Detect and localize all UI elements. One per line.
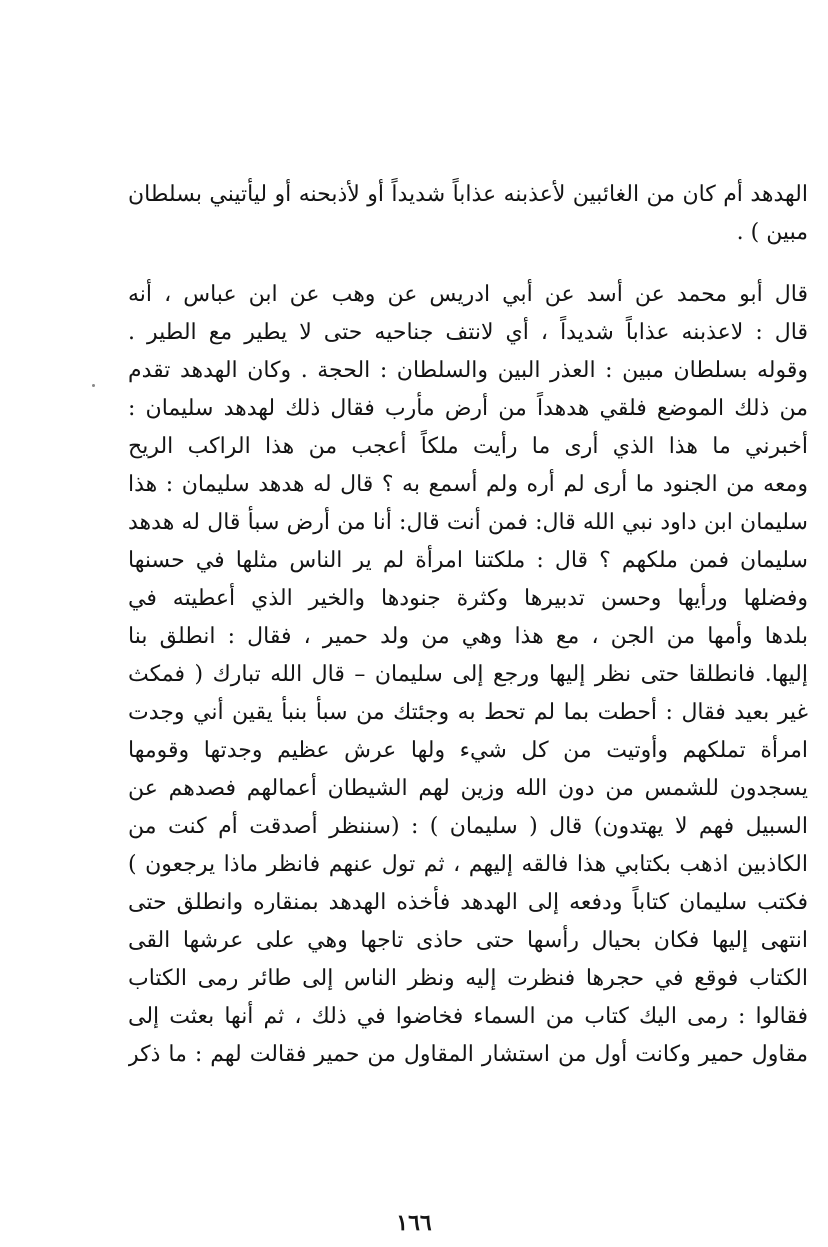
text-line: قال أبو محمد عن أسد عن أبي ادريس عن وهب عن ابن عباس ، أنه (128, 282, 808, 307)
text-line: وقوله بسلطان مبين : العذر البين والسلطان : الحجة . وكان الهدهد تقدم (128, 358, 808, 383)
text-line: الكاذبين اذهب بكتابي هذا فالقه إليهم ، ثم تول عنهم فانظر ماذا يرجعون ) (128, 852, 808, 877)
paragraph-2 (128, 276, 808, 1074)
text-line: أخبرني ما هذا الذي أرى ما رأيت ملكاً أعجب من هذا الراكب الريح (128, 434, 808, 459)
page-number: ١٦٦ (396, 1210, 432, 1236)
text-line: الكتاب فوقع في حجرها فنظرت إليه ونظر الناس إلى طائر رمى الكتاب (128, 966, 808, 991)
text-line: إليها. فانطلقا حتى نظر إليها ورجع إلى سليمان – قال الله تبارك ( فمكث (128, 662, 808, 687)
text-line: الهدهد أم كان من الغائبين لأعذبنه عذاباً شديداً أو لأذبحنه أو ليأتيني بسلطان (128, 182, 808, 207)
body-text (128, 176, 808, 1074)
text-line: غير بعيد فقال : أحطت بما لم تحط به وجئتك من سبأ بنبأ يقين أني وجدت (128, 700, 808, 725)
text-line: فكتب سليمان كتاباً ودفعه إلى الهدهد فأخذه الهدهد بمنقاره وانطلق حتى (128, 890, 808, 915)
text-line: من ذلك الموضع فلقي هدهداً من أرض مأرب فقال ذلك لهدهد سليمان : (128, 396, 808, 421)
text-line: وفضلها ورأيها وحسن تدبيرها وكثرة جنودها والخير الذي أعطيته في (128, 586, 808, 611)
text-line: سليمان فمن ملكهم ؟ قال : ملكتنا امرأة لم ير الناس مثلها في حسنها (128, 548, 808, 573)
text-line: امرأة تملكهم وأوتيت من كل شيء ولها عرش عظيم وجدتها وقومها (128, 738, 808, 763)
text-line: مبين ) . (736, 220, 808, 245)
text-line: فقالوا : رمى اليك كتاب من السماء فخاضوا في ذلك ، ثم أنها بعثت إلى (128, 1004, 808, 1029)
text-line: بلدها وأمها من الجن ، مع هذا وهي من ولد حمير ، فقال : انطلق بنا (128, 624, 808, 649)
paragraph-1 (128, 176, 808, 252)
paragraph-gap (128, 252, 808, 276)
text-line: ومعه من الجنود ما أرى لم أره ولم أسمع به ؟ قال له هدهد سليمان : هذا (128, 472, 808, 497)
text-line: السبيل فهم لا يهتدون) قال ( سليمان ) : (سننظر أصدقت أم كنت من (128, 814, 808, 839)
text-line: قال : لاعذبنه عذاباً شديداً ، أي لانتف جناحيه حتى لا يطير مع الطير . (128, 320, 808, 345)
text-line: مقاول حمير وكانت أول من استشار المقاول من حمير فقالت لهم : ما ذكر (128, 1042, 808, 1067)
text-line: يسجدون للشمس من دون الله وزين لهم الشيطان أعمالهم فصدهم عن (128, 776, 808, 801)
margin-speck (92, 384, 95, 387)
text-line: انتهى إليها فكان بحيال رأسها حتى حاذى تاجها وهي على عرشها القى (128, 928, 808, 953)
text-line: سليمان ابن داود نبي الله قال: فمن أنت قال: أنا من أرض سبأ قال له هدهد (128, 510, 808, 535)
